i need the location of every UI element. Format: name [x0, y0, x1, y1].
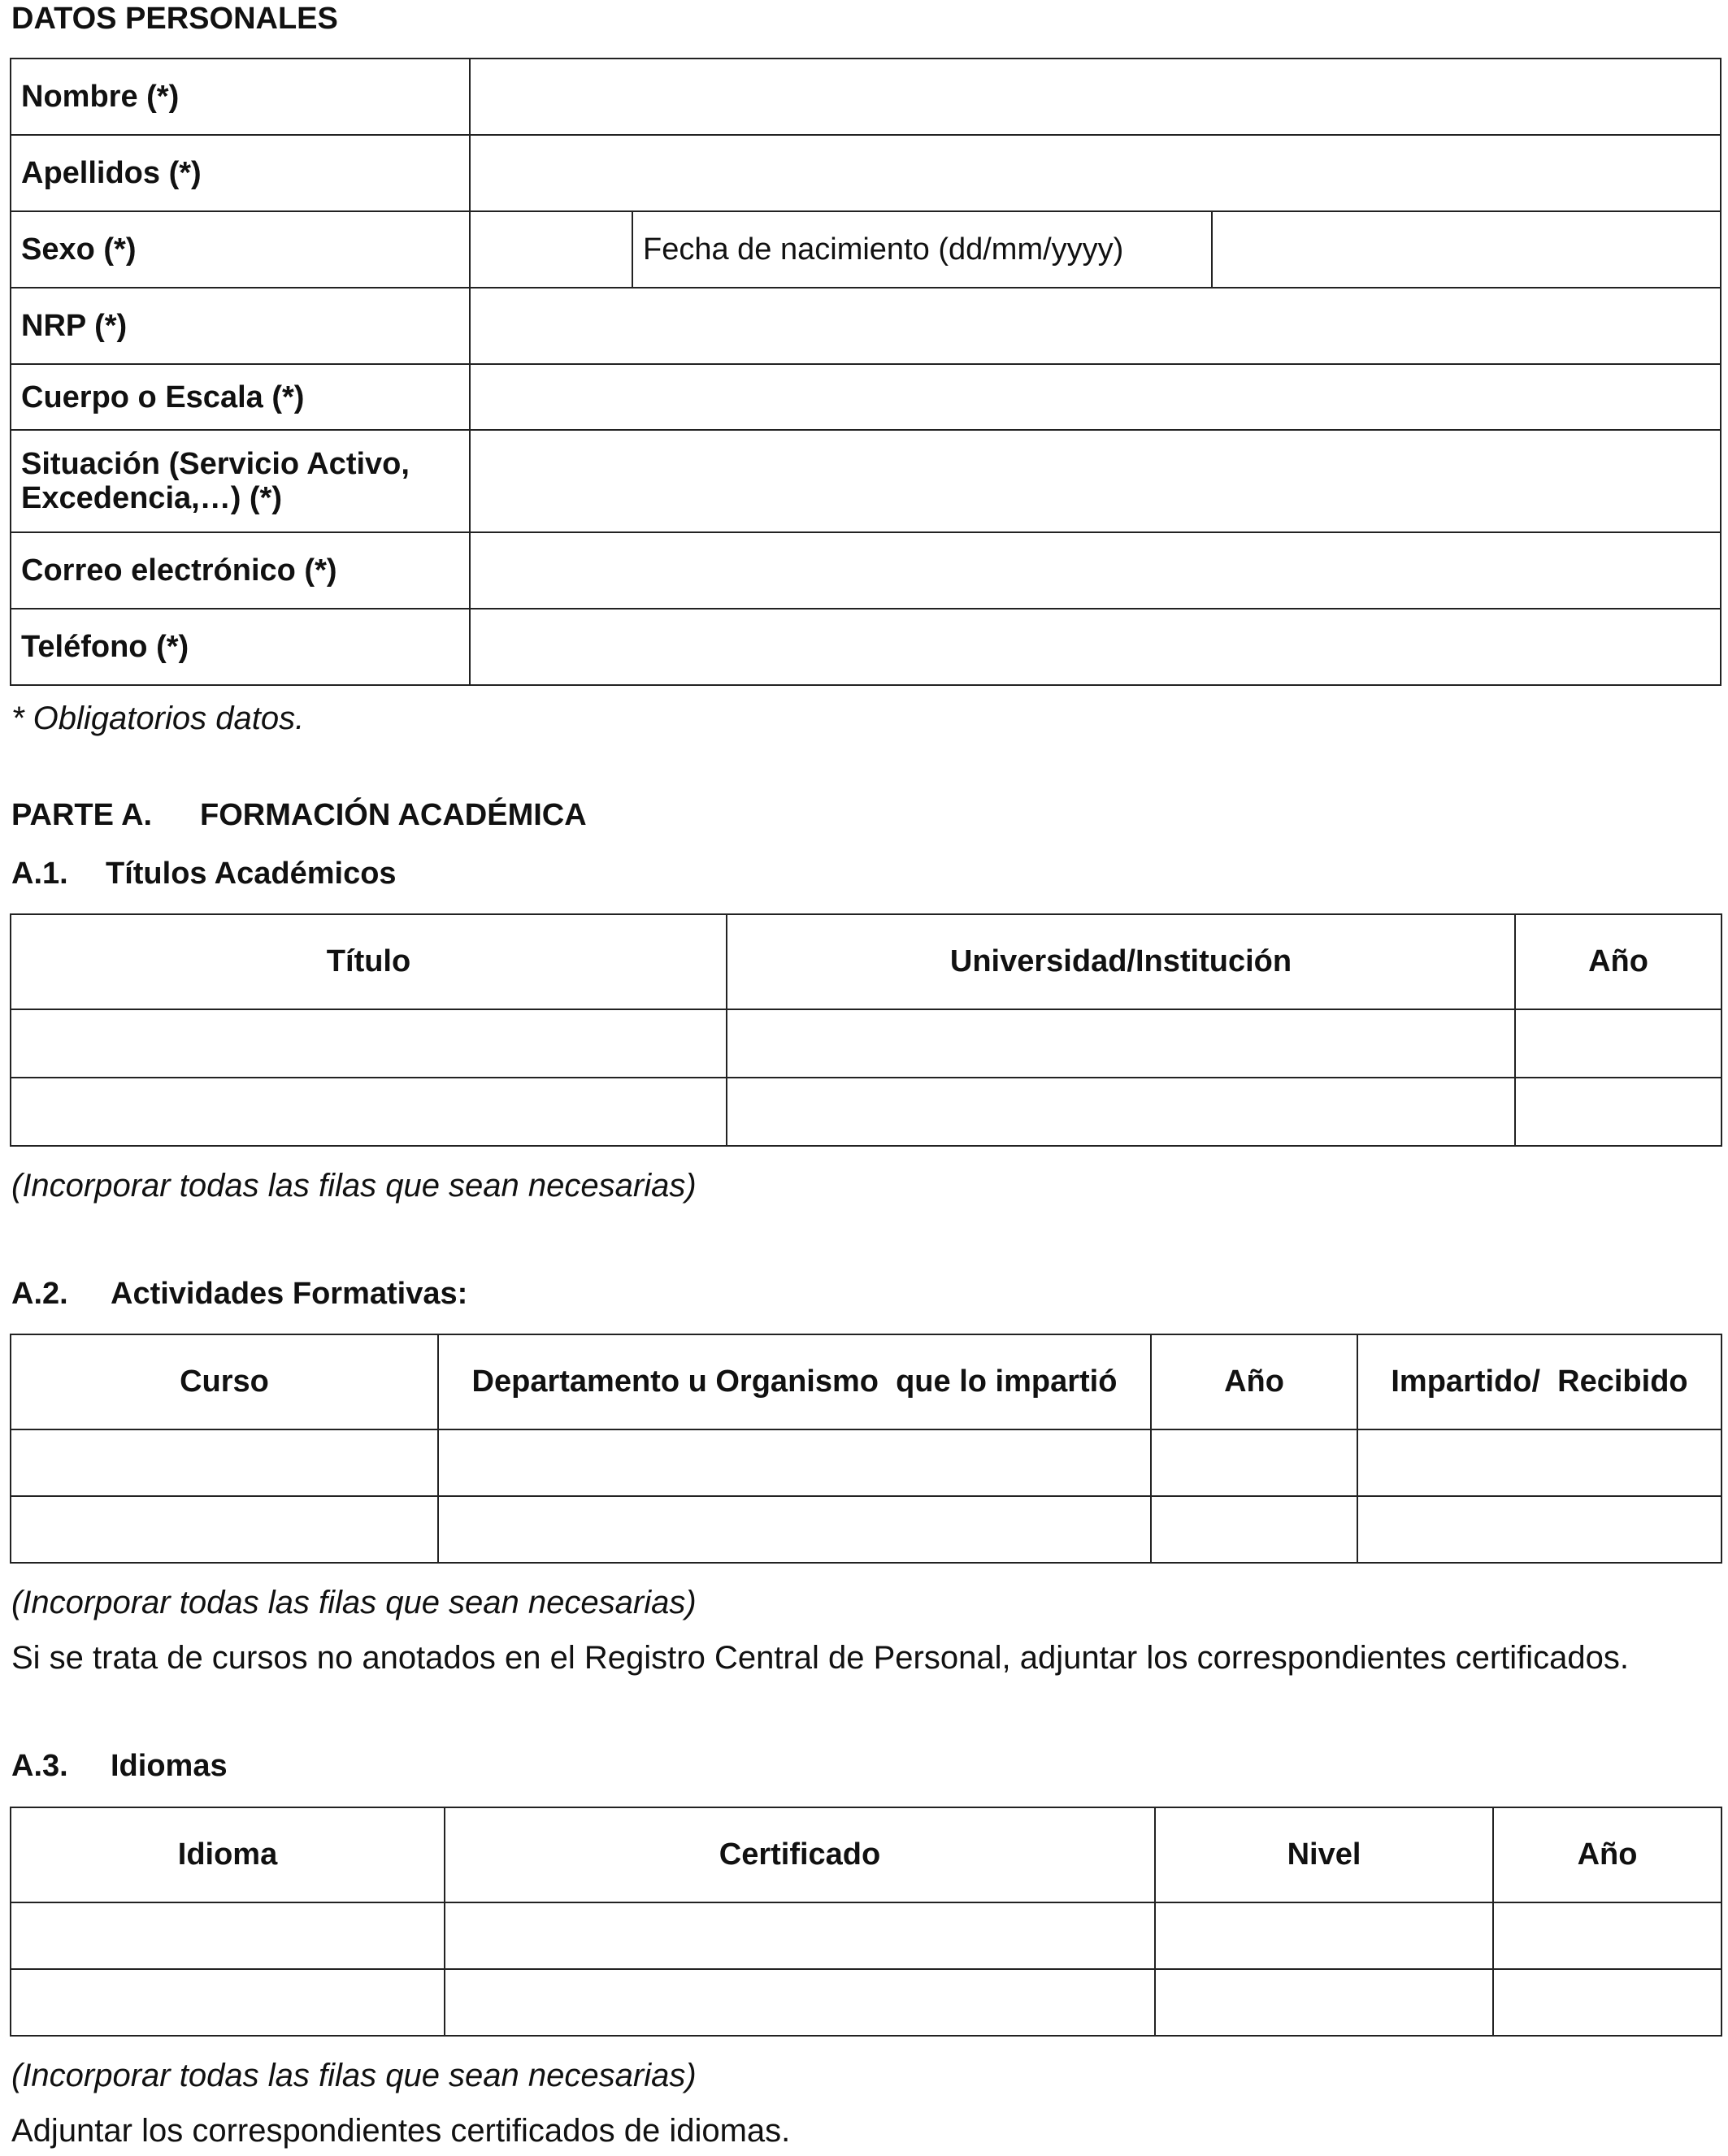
parte-a-title: FORMACIÓN ACADÉMICA [200, 798, 587, 832]
input-cuerpo[interactable] [470, 364, 1721, 430]
a1-header-titulo: Título [11, 914, 727, 1009]
table-cell[interactable] [438, 1429, 1151, 1496]
table-cell[interactable] [1357, 1429, 1721, 1496]
a2-header-impartido: Impartido/ Recibido [1357, 1334, 1721, 1429]
a3-note: (Incorporar todas las filas que sean necesarias) [11, 2058, 697, 2093]
label-correo: Correo electrónico (*) [11, 532, 470, 609]
table-cell[interactable] [1357, 1496, 1721, 1563]
table-row [11, 1902, 1721, 1969]
table-row [11, 1496, 1721, 1563]
table-cell[interactable] [1155, 1969, 1493, 2036]
input-sexo[interactable] [470, 211, 632, 288]
label-fecha-nacimiento: Fecha de nacimiento (dd/mm/yyyy) [632, 211, 1212, 288]
a2-title: Actividades Formativas: [111, 1277, 468, 1311]
label-situacion-line2: Excedencia,…) (*) [21, 481, 282, 515]
input-nrp[interactable] [470, 288, 1721, 364]
table-cell[interactable] [11, 1078, 727, 1146]
input-fecha-nacimiento[interactable] [1212, 211, 1721, 288]
label-situacion [11, 430, 470, 532]
a1-title: Títulos Académicos [106, 857, 397, 891]
a1-heading [11, 855, 397, 892]
label-sexo: Sexo (*) [11, 211, 470, 288]
a2-header-anio: Año [1151, 1334, 1357, 1429]
table-cell[interactable] [1515, 1078, 1721, 1146]
parte-a-heading [11, 796, 587, 834]
a3-header-anio: Año [1493, 1807, 1721, 1902]
table-cell[interactable] [438, 1496, 1151, 1563]
personal-heading: DATOS PERSONALES [11, 2, 338, 36]
a3-header-certificado: Certificado [445, 1807, 1155, 1902]
input-correo[interactable] [470, 532, 1721, 609]
table-cell[interactable] [1151, 1429, 1357, 1496]
input-telefono[interactable] [470, 609, 1721, 685]
a1-header-anio: Año [1515, 914, 1721, 1009]
input-apellidos[interactable] [470, 135, 1721, 211]
personal-data-table [10, 58, 1721, 686]
table-cell[interactable] [1151, 1496, 1357, 1563]
a2-note2: Si se trata de cursos no anotados en el Registro Central de Personal, adjuntar los correspondientes certificados. [11, 1640, 1629, 1676]
a2-note: (Incorporar todas las filas que sean necesarias) [11, 1585, 697, 1620]
table-row [11, 1429, 1721, 1496]
a3-number: A.3. [11, 1749, 68, 1783]
label-cuerpo: Cuerpo o Escala (*) [11, 364, 470, 430]
label-nombre: Nombre (*) [11, 59, 470, 135]
label-apellidos: Apellidos (*) [11, 135, 470, 211]
a2-header-departamento: Departamento u Organismo que lo impartió [438, 1334, 1151, 1429]
a2-number: A.2. [11, 1277, 68, 1311]
table-cell[interactable] [1155, 1902, 1493, 1969]
table-row [11, 1078, 1721, 1146]
a3-title: Idiomas [111, 1749, 228, 1783]
a3-header-nivel: Nivel [1155, 1807, 1493, 1902]
a3-heading [11, 1747, 228, 1785]
a3-header-idioma: Idioma [11, 1807, 445, 1902]
table-row [11, 1969, 1721, 2036]
table-cell[interactable] [1515, 1009, 1721, 1078]
label-telefono: Teléfono (*) [11, 609, 470, 685]
a3-table [10, 1807, 1722, 2037]
a1-table [10, 913, 1722, 1147]
table-cell[interactable] [11, 1496, 438, 1563]
a1-header-universidad: Universidad/Institución [727, 914, 1515, 1009]
table-cell[interactable] [11, 1902, 445, 1969]
a1-note: (Incorporar todas las filas que sean necesarias) [11, 1168, 697, 1204]
a2-table [10, 1334, 1722, 1564]
label-situacion-line1: Situación (Servicio Activo, [21, 447, 410, 481]
table-cell[interactable] [445, 1969, 1155, 2036]
table-cell[interactable] [1493, 1902, 1721, 1969]
table-cell[interactable] [727, 1078, 1515, 1146]
label-nrp: NRP (*) [11, 288, 470, 364]
table-cell[interactable] [11, 1969, 445, 2036]
table-cell[interactable] [11, 1429, 438, 1496]
table-row [11, 1009, 1721, 1078]
a3-note2: Adjuntar los correspondientes certificados de idiomas. [11, 2113, 791, 2149]
a2-header-curso: Curso [11, 1334, 438, 1429]
table-cell[interactable] [11, 1009, 727, 1078]
table-cell[interactable] [1493, 1969, 1721, 2036]
table-cell[interactable] [445, 1902, 1155, 1969]
parte-a-number: PARTE A. [11, 798, 153, 832]
table-cell[interactable] [727, 1009, 1515, 1078]
a2-heading [11, 1275, 467, 1312]
personal-note: * Obligatorios datos. [11, 701, 305, 736]
input-nombre[interactable] [470, 59, 1721, 135]
a1-number: A.1. [11, 857, 68, 891]
input-situacion[interactable] [470, 430, 1721, 532]
